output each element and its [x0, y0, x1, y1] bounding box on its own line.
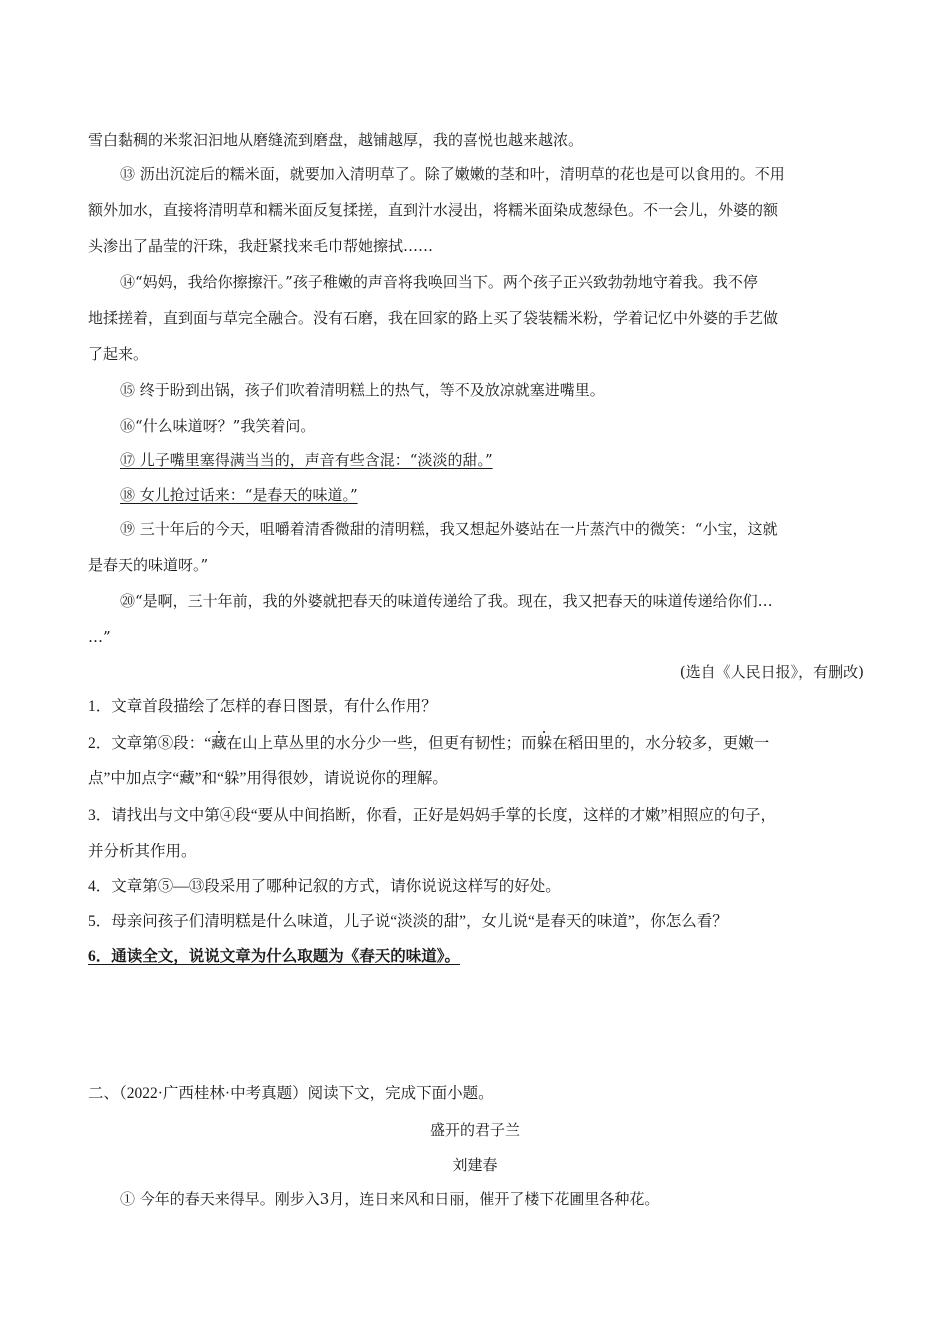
- paragraph-15: ⑮ 终于盼到出锅，孩子们吹着清明糕上的热气，等不及放凉就塞进嘴里。: [120, 381, 605, 399]
- emphasis-dot-char-cang: 藏: [211, 735, 227, 752]
- paragraph-17-underlined: ⑰ 儿子嘴里塞得满当当的，声音有些含混：“淡淡的甜。”: [120, 451, 493, 469]
- question-2-line-2: 点”中加点字“藏”和“躲”用得很妙，请说说你的理解。: [88, 770, 448, 787]
- section-2-heading: 二、（2022·广西桂林·中考真题）阅读下文，完成下面小题。: [88, 1085, 494, 1102]
- paragraph-12-tail: 雪白黏稠的米浆汩汩地从磨缝流到磨盘，越铺越厚，我的喜悦也越来越浓。: [88, 131, 584, 149]
- paragraph-20-line-1: ⑳“是啊，三十年前，我的外婆就把春天的味道传递给了我。现在，我又把春天的味道传递给你们…: [120, 592, 773, 610]
- paragraph-16: ⑯“什么味道呀？”我笑着问。: [120, 417, 316, 435]
- emphasis-dot-char-duo: 躲: [536, 735, 553, 752]
- paragraph-20-line-2: …”: [88, 628, 111, 646]
- question-6-highlighted: 6．通读全文，说说文章为什么取题为《春天的味道》。: [88, 948, 461, 965]
- paragraph-18-underlined: ⑱ 女儿抢过话来：“是春天的味道。”: [120, 486, 358, 504]
- paragraph-14-line-2: 地揉搓着，直到面与草完全融合。没有石磨，我在回家的路上买了袋装糯米粉，学着记忆中外婆的手艺做: [88, 309, 779, 327]
- paragraph-13-line-2: 额外加水，直接将清明草和糯米面反复揉搓，直到汁水浸出，将糯米面染成葱绿色。不一会儿，外婆的额: [88, 201, 779, 219]
- article-paragraph-1: ① 今年的春天来得早。刚步入3月，连日来风和日丽，催开了楼下花圃里各种花。: [120, 1190, 660, 1208]
- question-1: 1．文章首段描绘了怎样的春日图景，有什么作用？: [88, 698, 437, 715]
- paragraph-13-line-3: 头渗出了晶莹的汗珠，我赶紧找来毛巾帮她擦拭……: [88, 237, 434, 255]
- paragraph-14-line-1: ⑭“妈妈，我给你擦擦汗。”孩子稚嫩的声音将我唤回当下。两个孩子正兴致勃勃地守着我。我不停: [120, 273, 758, 291]
- paragraph-14-line-3: 了起来。: [88, 345, 149, 363]
- paragraph-13-line-1: ⑬ 沥出沉淀后的糯米面，就要加入清明草了。除了嫩嫩的茎和叶，清明草的花也是可以食用的。不用: [120, 165, 785, 183]
- article-title: 盛开的君子兰: [429, 1121, 520, 1139]
- paragraph-19-line-2: 是春天的味道呀。”: [88, 556, 209, 574]
- question-5: 5．母亲问孩子们清明糕是什么味道，儿子说“淡淡的甜”，女儿说“是春天的味道”，你怎么看？: [88, 913, 728, 930]
- paragraph-19-line-1: ⑲ 三十年后的今天，咀嚼着清香微甜的清明糕，我又想起外婆站在一片蒸汽中的微笑：“小宝，这就: [120, 520, 778, 538]
- question-3-line-2: 并分析其作用。: [88, 843, 197, 860]
- question-2-line-1: 2．文章第⑧段：“藏在山上草丛里的水分少一些，但更有韧性；而躲在稻田里的，水分较多，更嫩一: [88, 735, 770, 752]
- question-3-line-1: 3．请找出与文中第④段“要从中间掐断，你看，正好是妈妈手掌的长度，这样的才嫩”相照应的句子，: [88, 807, 777, 824]
- article-author: 刘建春: [452, 1156, 498, 1174]
- source-attribution: (选自《人民日报》，有删改): [679, 663, 864, 681]
- question-4: 4．文章第⑤—⑬段采用了哪种记叙的方式，请你说说这样写的好处。: [88, 878, 561, 895]
